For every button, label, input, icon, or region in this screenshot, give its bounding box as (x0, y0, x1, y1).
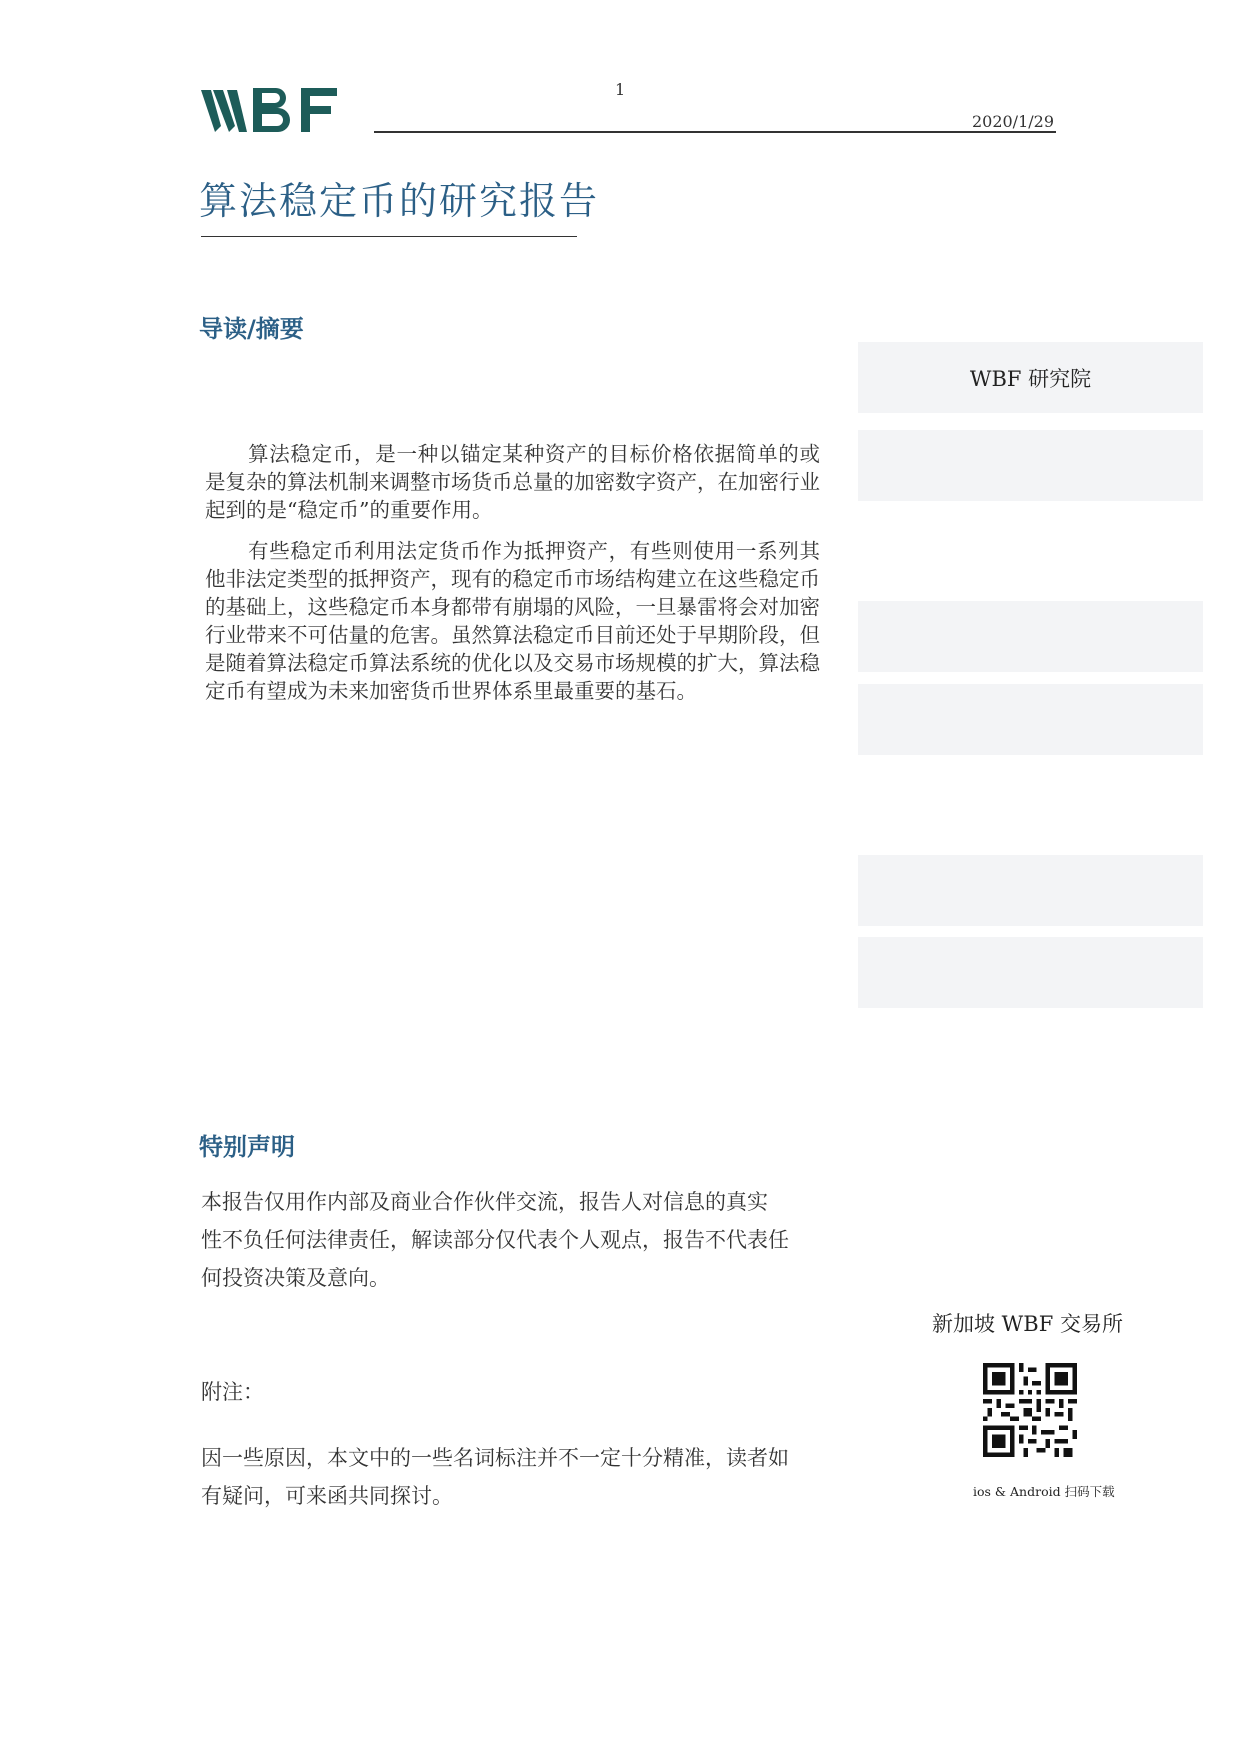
note-text (201, 1439, 789, 1515)
disclaimer-line: 性不负任何法律责任，解读部分仅代表个人观点，报告不代表任 (201, 1228, 789, 1252)
disclaimer-line: 何投资决策及意向。 (201, 1266, 390, 1290)
header-rule (374, 131, 1056, 133)
sidebar-box (858, 937, 1203, 1008)
sidebar-box (858, 855, 1203, 926)
sidebar-box (858, 430, 1203, 501)
abstract-paragraph-2: 有些稳定币利用法定货币作为抵押资产，有些则使用一系列其他非法定类型的抵押资产，现有的稳定币市场结构建立在这些稳定币的基础上，这些稳定币本身都带有崩塌的风险，一旦暴雷将会对加密行业带来不可估量的危害。虽然算法稳定币目前还处于早期阶段，但是随着算法稳定币算法系统的优化以及交易市场规模的扩大，算法稳定币有望成为未来加密货币世界体系里最重要的基石。 (205, 539, 820, 703)
page-number: 1 (615, 80, 626, 99)
document-title: 算法稳定币的研究报告 (199, 179, 600, 223)
disclaimer-line: 本报告仅用作内部及商业合作伙伴交流，报告人对信息的真实 (201, 1190, 768, 1214)
wbf-logo (201, 86, 341, 136)
disclaimer-heading: 特别声明 (199, 1133, 295, 1161)
note-line: 有疑问，可来函共同探讨。 (201, 1484, 453, 1508)
qr-caption: ios & Android 扫码下载 (973, 1484, 1115, 1499)
sidebar-box (858, 601, 1203, 672)
company-name: 新加坡 WBF 交易所 (932, 1312, 1123, 1336)
header-date: 2020/1/29 (971, 112, 1054, 131)
abstract-heading: 导读/摘要 (199, 315, 304, 343)
qr-code[interactable] (983, 1363, 1077, 1457)
note-label: 附注： (201, 1380, 264, 1404)
sidebar-author-box (858, 342, 1203, 413)
abstract-paragraph-1: 算法稳定币，是一种以锚定某种资产的目标价格依据简单的或是复杂的算法机制来调整市场货币总量的加密数字资产，在加密行业起到的是“稳定币”的重要作用。 (205, 442, 820, 522)
title-underline (201, 236, 577, 237)
note-line: 因一些原因，本文中的一些名词标注并不一定十分精准，读者如 (201, 1446, 789, 1470)
sidebar-box (858, 684, 1203, 755)
disclaimer-text (201, 1183, 789, 1297)
sidebar-author: WBF 研究院 (969, 366, 1092, 391)
